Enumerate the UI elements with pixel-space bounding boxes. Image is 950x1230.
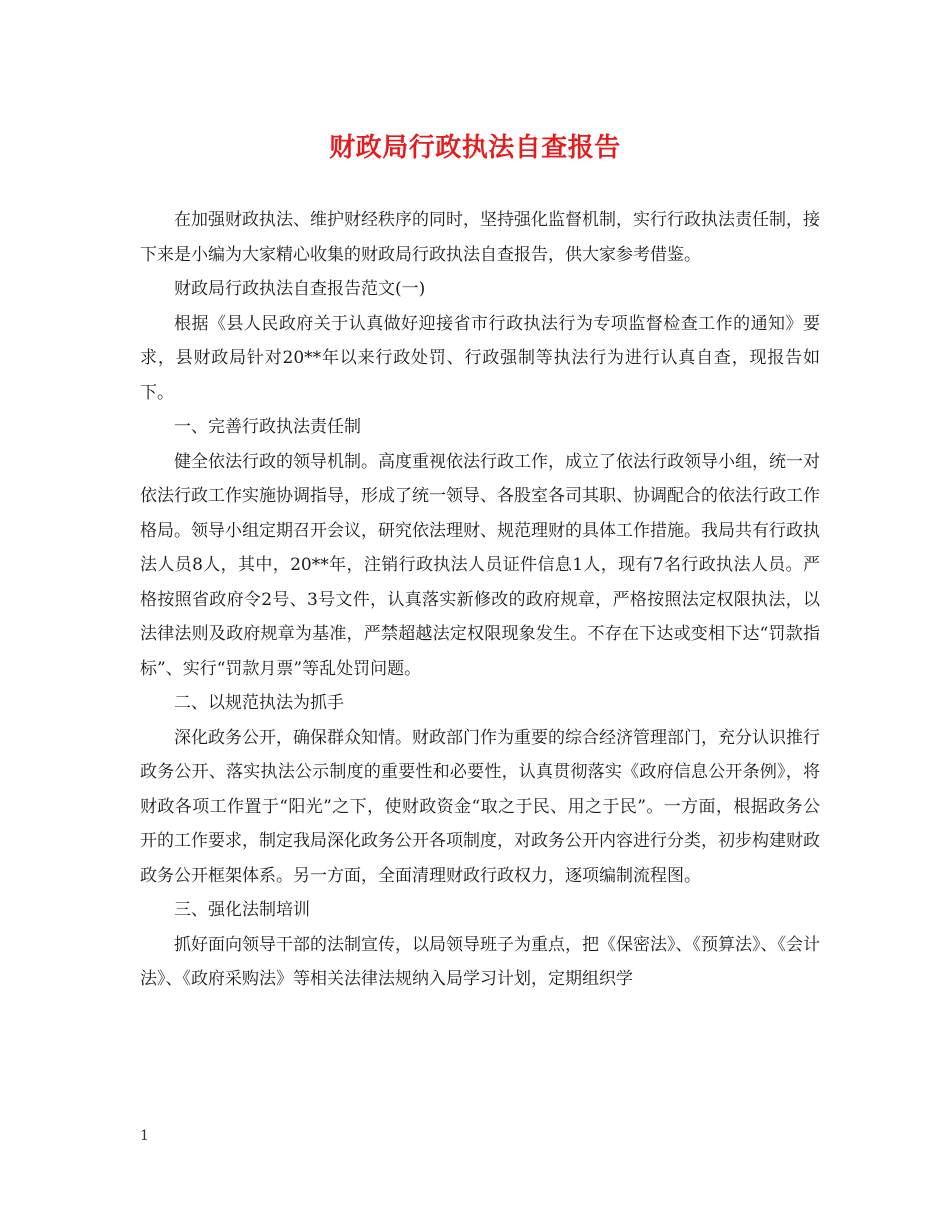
document-title: 财政局行政执法自查报告 xyxy=(329,133,621,163)
sample-heading: 财政局行政执法自查报告范文(一) xyxy=(174,279,426,299)
intro-paragraph: 在加强财政执法、维护财经秩序的同时，坚持强化监督机制，实行行政执法责任制，接下来是小编为大家精心收集的财政局行政执法自查报告，供大家参考借鉴。 xyxy=(140,210,820,265)
section-heading-1: 一、完善行政执法责任制 xyxy=(174,417,361,437)
page-number: 1 xyxy=(140,1128,149,1144)
section-paragraph-1: 健全依法行政的领导机制。高度重视依法行政工作，成立了依法行政领导小组，统一对依法行政工作实施协调指导，形成了统一领导、各股室各司其职、协调配合的依法行政工作格局。领导小组定期召开会议，研究依法理财、规范理财的具体工作措施。我局共有行政执法人员8人，其中，20**年，注销行政执法人员证件信息1人，现有7名行政执法人员。严格按照省政府令2号、3号文件，认真落实新修改的政府规章，严格按照法定权限执法，以法律法则及政府规章为基准，严禁超越法定权限现象发生。不存在下达或变相下达“罚款指标”、实行“罚款月票”等乱处罚问题。 xyxy=(140,451,820,679)
document-body xyxy=(140,203,820,997)
section-paragraph-3: 抓好面向领导干部的法制宣传，以局领导班子为重点，把《保密法》、《预算法》、《会计法》、《政府采购法》等相关法律法规纳入局学习计划，定期组织学 xyxy=(140,934,820,989)
section-heading-2: 二、以规范执法为抓手 xyxy=(174,693,344,713)
section-heading-3: 三、强化法制培训 xyxy=(174,900,310,920)
basis-paragraph: 根据《县人民政府关于认真做好迎接省市行政执法行为专项监督检查工作的通知》要求，县财政局针对20**年以来行政处罚、行政强制等执法行为进行认真自查，现报告如下。 xyxy=(140,313,820,403)
section-paragraph-2: 深化政务公开，确保群众知情。财政部门作为重要的综合经济管理部门，充分认识推行政务公开、落实执法公示制度的重要性和必要性，认真贯彻落实《政府信息公开条例》，将财政各项工作置于“阳光”之下，使财政资金“取之于民、用之于民”。一方面，根据政务公开的工作要求，制定我局深化政务公开各项制度，对政务公开内容进行分类，初步构建财政政务公开框架体系。另一方面，全面清理财政行政权力，逐项编制流程图。 xyxy=(140,727,820,886)
